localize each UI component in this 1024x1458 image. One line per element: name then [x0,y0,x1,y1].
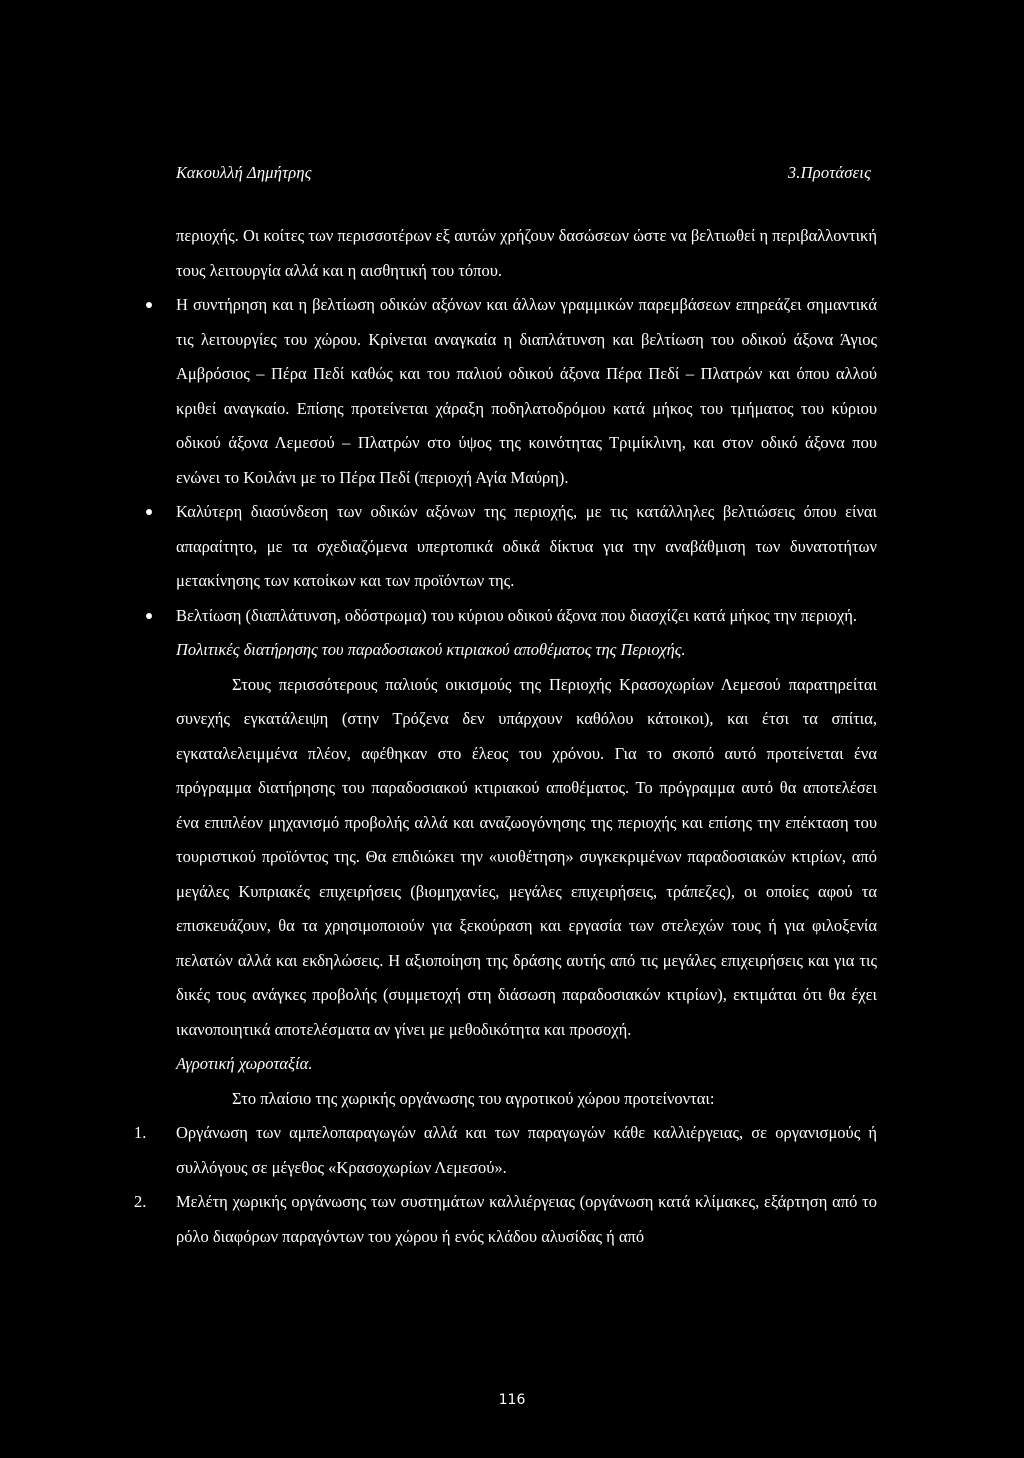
running-header-author: Κακουλλή Δημήτρης [176,163,312,182]
list-number: 1. [134,1123,147,1142]
bullet-item-connection: Καλύτερη διασύνδεση των οδικών αξόνων της περιοχής, με τις κατάλληλες βελτιώσεις όπου είναι απαραίτητο, με τα σχεδιαζόμενα υπερτοπικά οδικά δίκτυα για την αναβάθμιση των δυνατοτήτων μετακίνησης των κατοίκων και των προϊόντων της. [176,495,877,599]
running-header-section: 3.Προτάσεις [787,163,871,182]
page-number: 116 [498,1392,526,1408]
paragraph-building-stock: Στους περισσότερους παλιούς οικισμούς της Περιοχής Κρασοχωρίων Λεμεσού παρατηρείται συνεχής εγκατάλειψη (στην Τρόζενα δεν υπάρχουν καθόλου κάτοικοι), και έτσι τα σπίτια, εγκαταλελειμμένα πλέον, αφέθηκαν στο έλεος του χρόνου. Για το σκοπό αυτό προτείνεται ένα πρόγραμμα διατήρησης του παραδοσιακού κτιριακού αποθέματος. Το πρόγραμμα αυτό θα αποτελέσει ένα επιπλέον μηχανισμό προβολής αλλά και αναζωογόνησης της περιοχής και επίσης την επέκταση του τουριστικού προϊόντος της. Θα επιδιώκει την «υιοθέτηση» συγκεκριμένων παραδοσιακών κτιρίων, από μεγάλες Κυπριακές επιχειρήσεις (βιομηχανίες, μεγάλες επιχειρήσεις, τράπεζες), οι οποίες αφού τα επισκευάζουν, θα τα χρησιμοποιούν για ξεκούραση και εργασία των στελεχών τους ή για φιλοξενία πελατών αλλά και εκδηλώσεις. Η αξιοποίηση της δράσης αυτής από τις μεγάλες επιχειρήσεις και για τις δικές τους ανάγκες προβολής (συμμετοχή στη διάσωση παραδοσιακών κτιρίων), εκτιμάται ότι θα έχει ικανοποιητικά αποτελέσματα αν γίνει με μεθοδικότητα και προσοχή. [176,674,877,1039]
list-number: 2. [134,1192,147,1211]
numbered-item-1 [134,1116,877,1185]
numbered-item-text: Οργάνωση των αμπελοπαραγωγών αλλά και των παραγωγών κάθε καλλιέργειας, σε οργανισμούς ή συλλόγους σε μέγεθος «Κρασοχωρίων Λεμεσού». [176,1123,877,1177]
page-body [134,219,877,1254]
bullet-item-roads: Η συντήρηση και η βελτίωση οδικών αξόνων και άλλων γραμμικών παρεμβάσεων επηρεάζει σημαντικά τις λειτουργίες του χώρου. Κρίνεται αναγκαία η διαπλάτυνση και βελτίωση του οδικού άξονα Άγιος Αμβρόσιος – Πέρα Πεδί καθώς και του παλιού οδικού άξονα Πέρα Πεδί – Πλατρών και όπου αλλού κριθεί αναγκαίο. Επίσης προτείνεται χάραξη ποδηλατοδρόμου κατά μήκος του τμήματος του κύριου οδικού άξονα Λεμεσού – Πλατρών στο ύψος της κοινότητας Τριμίκλινη, και στον οδικό άξονα που ενώνει το Κοιλάνι με το Πέρα Πεδί (περιοχή Αγία Μαύρη). [176,288,877,495]
section-heading-agricultural: Αγροτική χωροταξία. [176,1054,313,1073]
paragraph-continuation: περιοχής. Οι κοίτες των περισσοτέρων εξ αυτών χρήζουν δασώσεων ώστε να βελτιωθεί η περιβαλλοντική τους λειτουργία αλλά και η αισθητική του τόπου. [176,226,877,280]
paragraph-agricultural-intro: Στο πλαίσιο της χωρικής οργάνωσης του αγροτικού χώρου προτείνονται: [232,1088,715,1108]
numbered-item-text: Μελέτη χωρικής οργάνωσης των συστημάτων καλλιέργειας (οργάνωση κατά κλίμακες, εξάρτηση από το ρόλο διαφόρων παραγόντων του χώρου ή ενός κλάδου αλυσίδας ή από [176,1192,877,1246]
section-heading-building-stock: Πολιτικές διατήρησης του παραδοσιακού κτιριακού αποθέματος της Περιοχής. [176,640,686,659]
numbered-item-2 [134,1185,877,1254]
bullet-item-main-axis: Βελτίωση (διαπλάτυνση, οδόστρωμα) του κύριου οδικού άξονα που διασχίζει κατά μήκος την περιοχή. [176,599,877,634]
